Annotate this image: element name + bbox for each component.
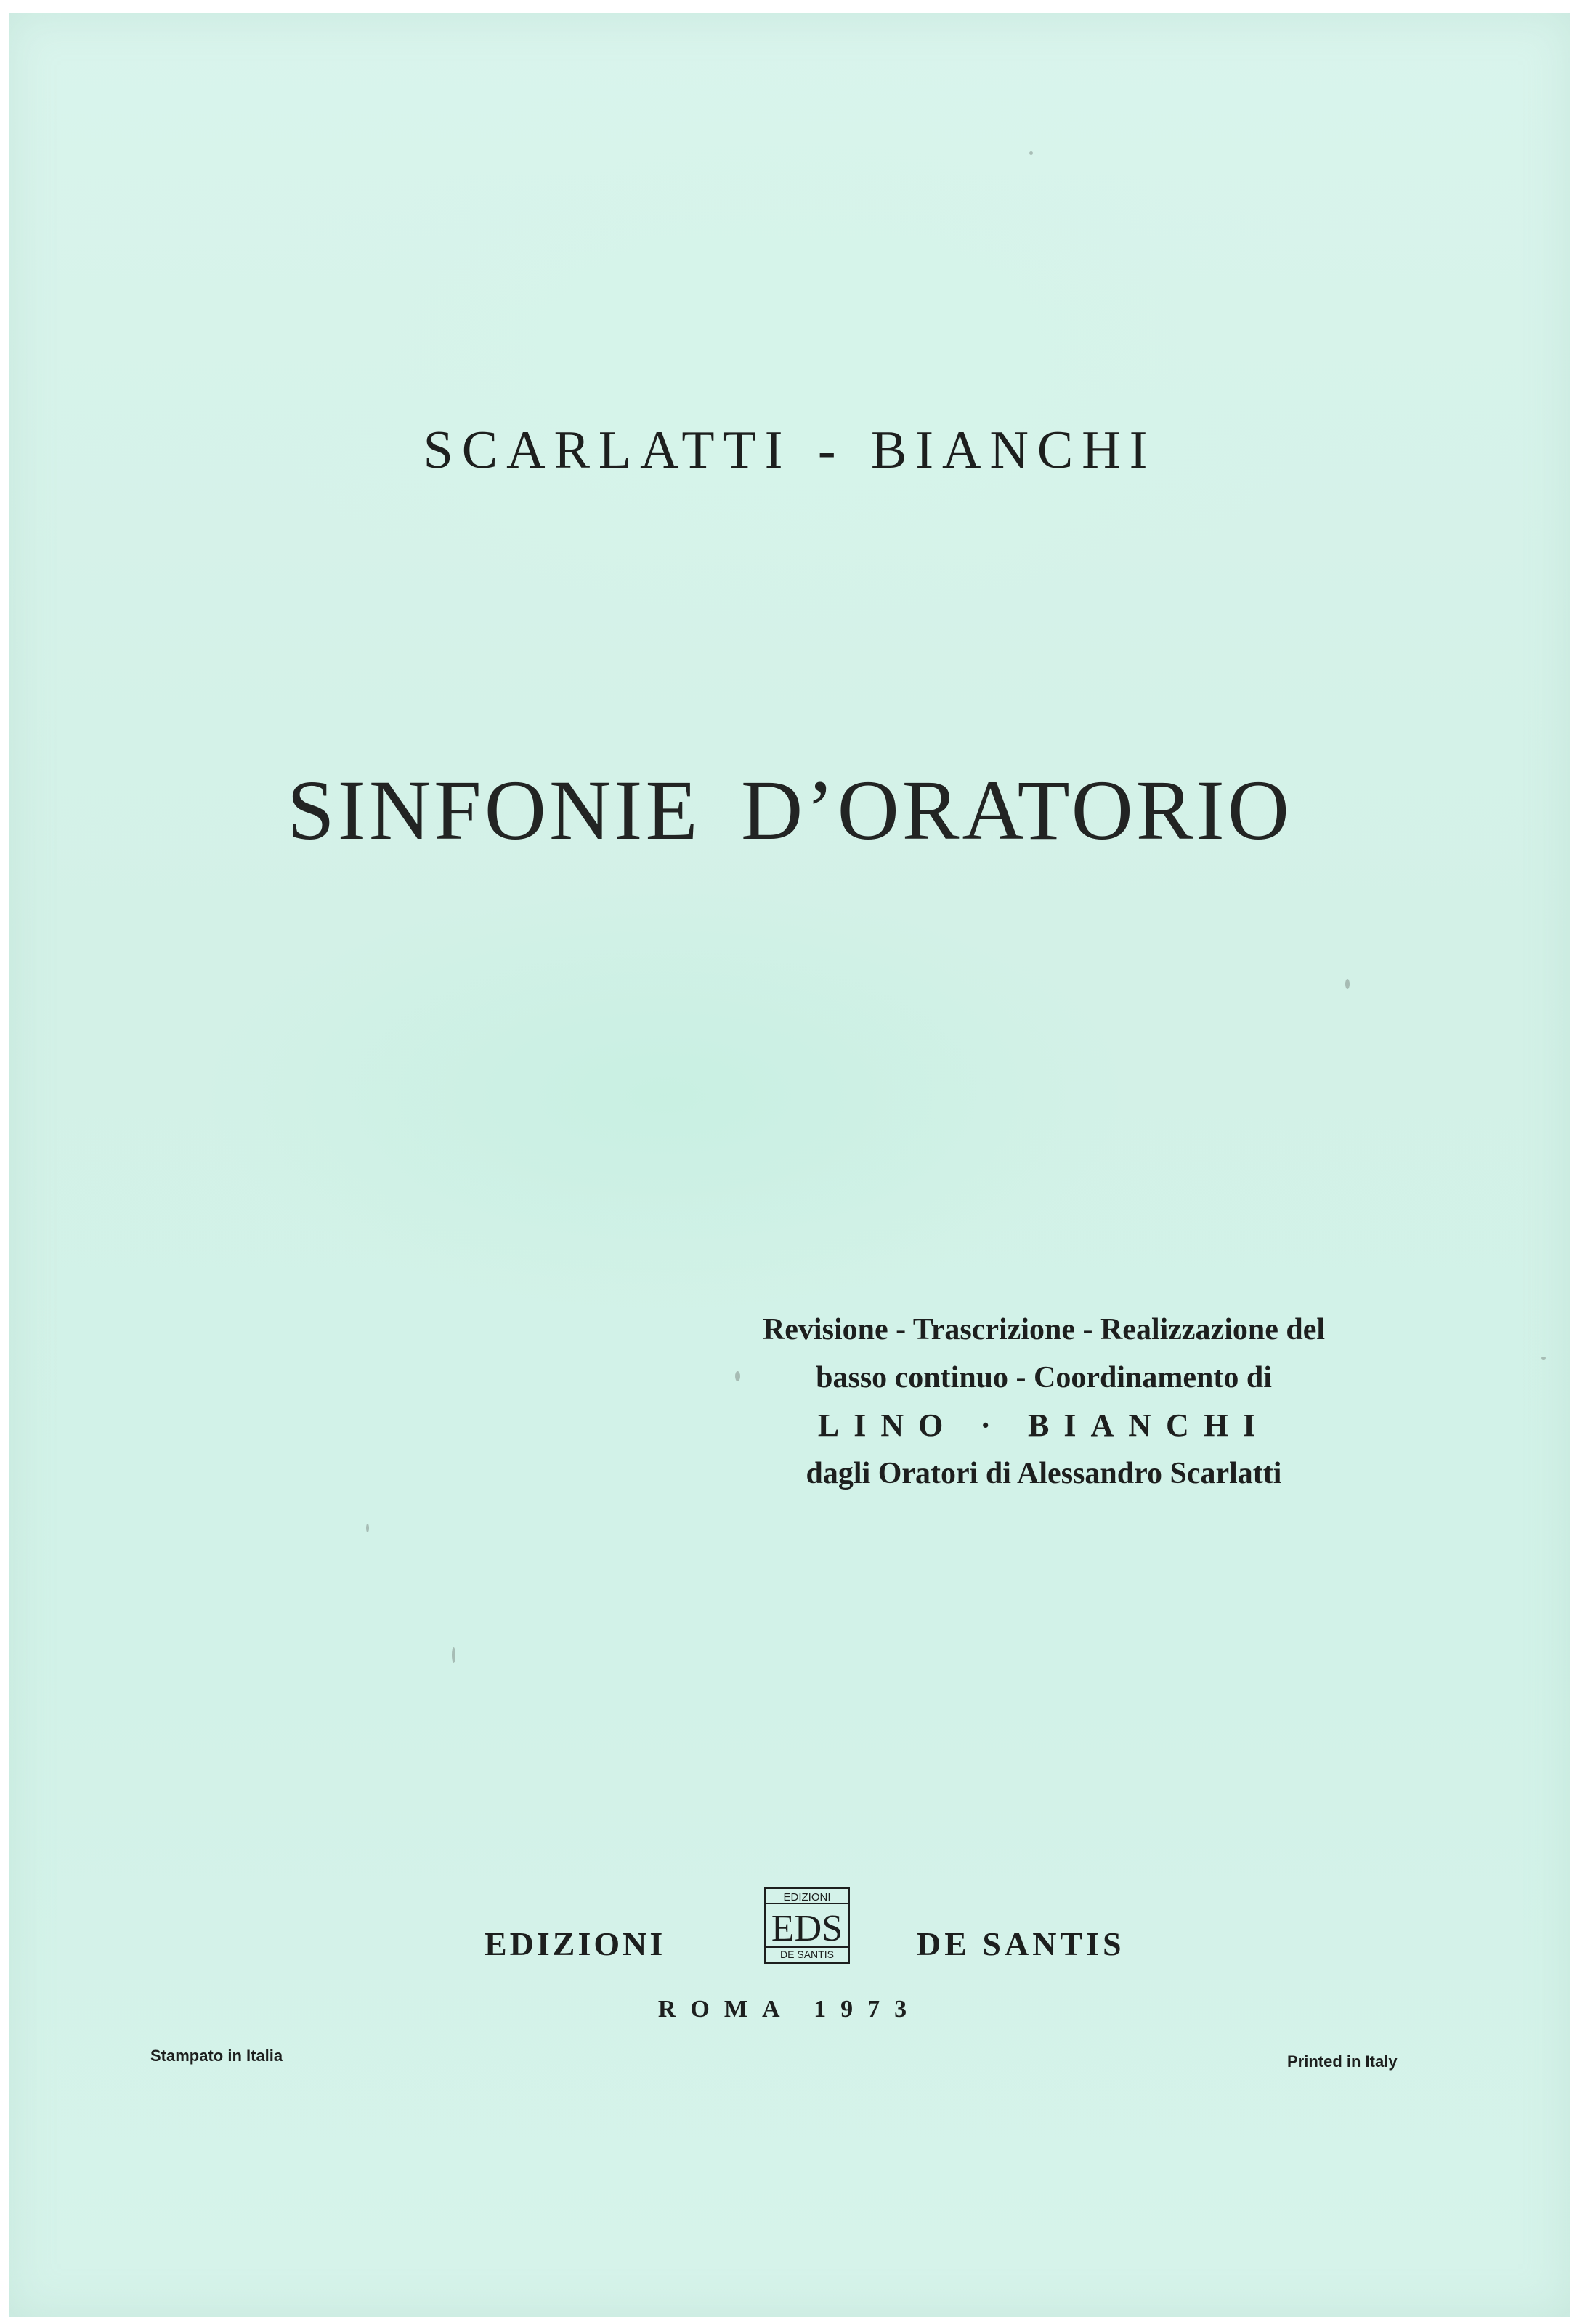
printed-in-italy-en: Printed in Italy bbox=[1287, 2052, 1398, 2071]
logo-top-text: EDIZIONI bbox=[783, 1891, 831, 1904]
publisher-name-right: DE SANTIS bbox=[917, 1925, 1125, 1962]
printed-in-italy-it: Stampato in Italia bbox=[150, 2047, 283, 2065]
work-title: SINFONIE D’ORATORIO bbox=[286, 763, 1292, 858]
credits-line-revision: Revisione - Trascrizione - Realizzazione del bbox=[762, 1313, 1326, 1346]
publisher-logo bbox=[764, 1887, 850, 1964]
credits-line-source: dagli Oratori di Alessandro Scarlatti bbox=[806, 1457, 1282, 1490]
paper-speck bbox=[452, 1647, 455, 1663]
composer-names: SCARLATTI - BIANCHI bbox=[423, 420, 1156, 480]
credits-line-continuo: basso continuo - Coordinamento di bbox=[816, 1361, 1272, 1394]
paper-speck bbox=[366, 1524, 369, 1532]
publisher-row bbox=[9, 1887, 1570, 1967]
place-and-year: ROMA 1973 bbox=[657, 1996, 922, 2023]
paper-speck bbox=[1345, 979, 1350, 989]
publisher-name-left: EDIZIONI bbox=[485, 1925, 666, 1962]
logo-monogram: EDS bbox=[771, 1908, 843, 1949]
paper-speck bbox=[1029, 151, 1033, 155]
eds-logo-icon bbox=[766, 1889, 848, 1962]
logo-bottom-text: DE SANTIS bbox=[780, 1949, 834, 1960]
title-page bbox=[9, 13, 1570, 2317]
editor-name: LINO · BIANCHI bbox=[817, 1407, 1270, 1443]
paper-speck bbox=[735, 1371, 740, 1381]
credits-block bbox=[731, 1306, 1356, 1498]
paper-speck bbox=[1541, 1357, 1546, 1360]
